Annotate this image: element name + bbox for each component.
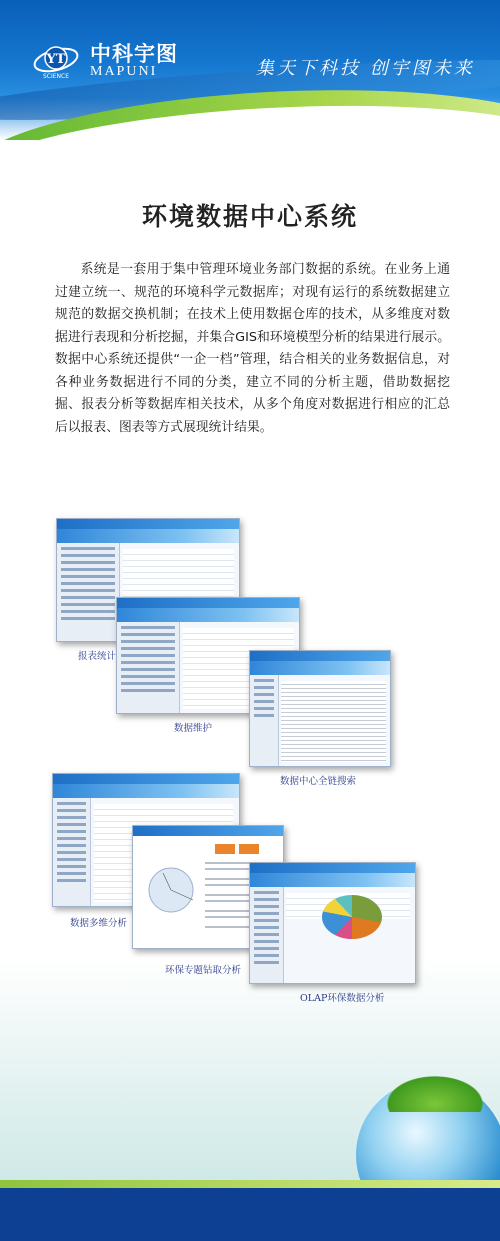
svg-text:SCIENCE: SCIENCE bbox=[42, 73, 70, 80]
page-title: 环境数据中心系统 bbox=[141, 202, 358, 231]
svg-text:YT: YT bbox=[46, 52, 66, 67]
system-description: 系统是一套用于集中管理环境业务部门数据的系统。在业务上通过建立统一、规范的环境科学元数据库；对现有运行的系统数据建立规范的数据交换机制；在技术上使用数据仓库的技术，从多维度对数据进行表现和分析挖掘，并集合GIS和环境模型分析的结果进行展示。数据中心系统还提供“一企一档”管理，结合相关的业务数据信息，对各种业务数据进行不同的分类，建立不同的分析主题，借助数据挖掘、报表分析等数据库相关技术，从多个角度对数据进行相应的汇总后以报表、图表等方式展现统计结果。 bbox=[55, 262, 450, 435]
footer-band bbox=[0, 1188, 500, 1241]
olap-pie-graphic bbox=[322, 895, 382, 939]
leaves-icon bbox=[380, 1072, 490, 1112]
company-logo-icon bbox=[32, 40, 84, 80]
caption-olap-analysis: OLAP环保数据分析 bbox=[300, 993, 385, 1004]
header-banner bbox=[0, 0, 500, 140]
screenshot-full-text-search bbox=[249, 650, 391, 767]
brand-name-en: MAPUNI bbox=[90, 64, 158, 79]
caption-multidimensional-analysis: 数据多维分析 bbox=[70, 918, 128, 929]
caption-drilldown-analysis: 环保专题钻取分析 bbox=[165, 965, 242, 976]
brand-name-cn: 中科宇图 bbox=[90, 42, 178, 66]
slogan: 集天下科技 创宇图未来 bbox=[256, 58, 475, 79]
caption-report-statistics: 报表统计 bbox=[78, 651, 117, 662]
caption-full-text-search: 数据中心全链搜索 bbox=[280, 776, 357, 787]
caption-data-maintenance: 数据维护 bbox=[174, 723, 213, 734]
footer-stripe bbox=[0, 1180, 500, 1188]
